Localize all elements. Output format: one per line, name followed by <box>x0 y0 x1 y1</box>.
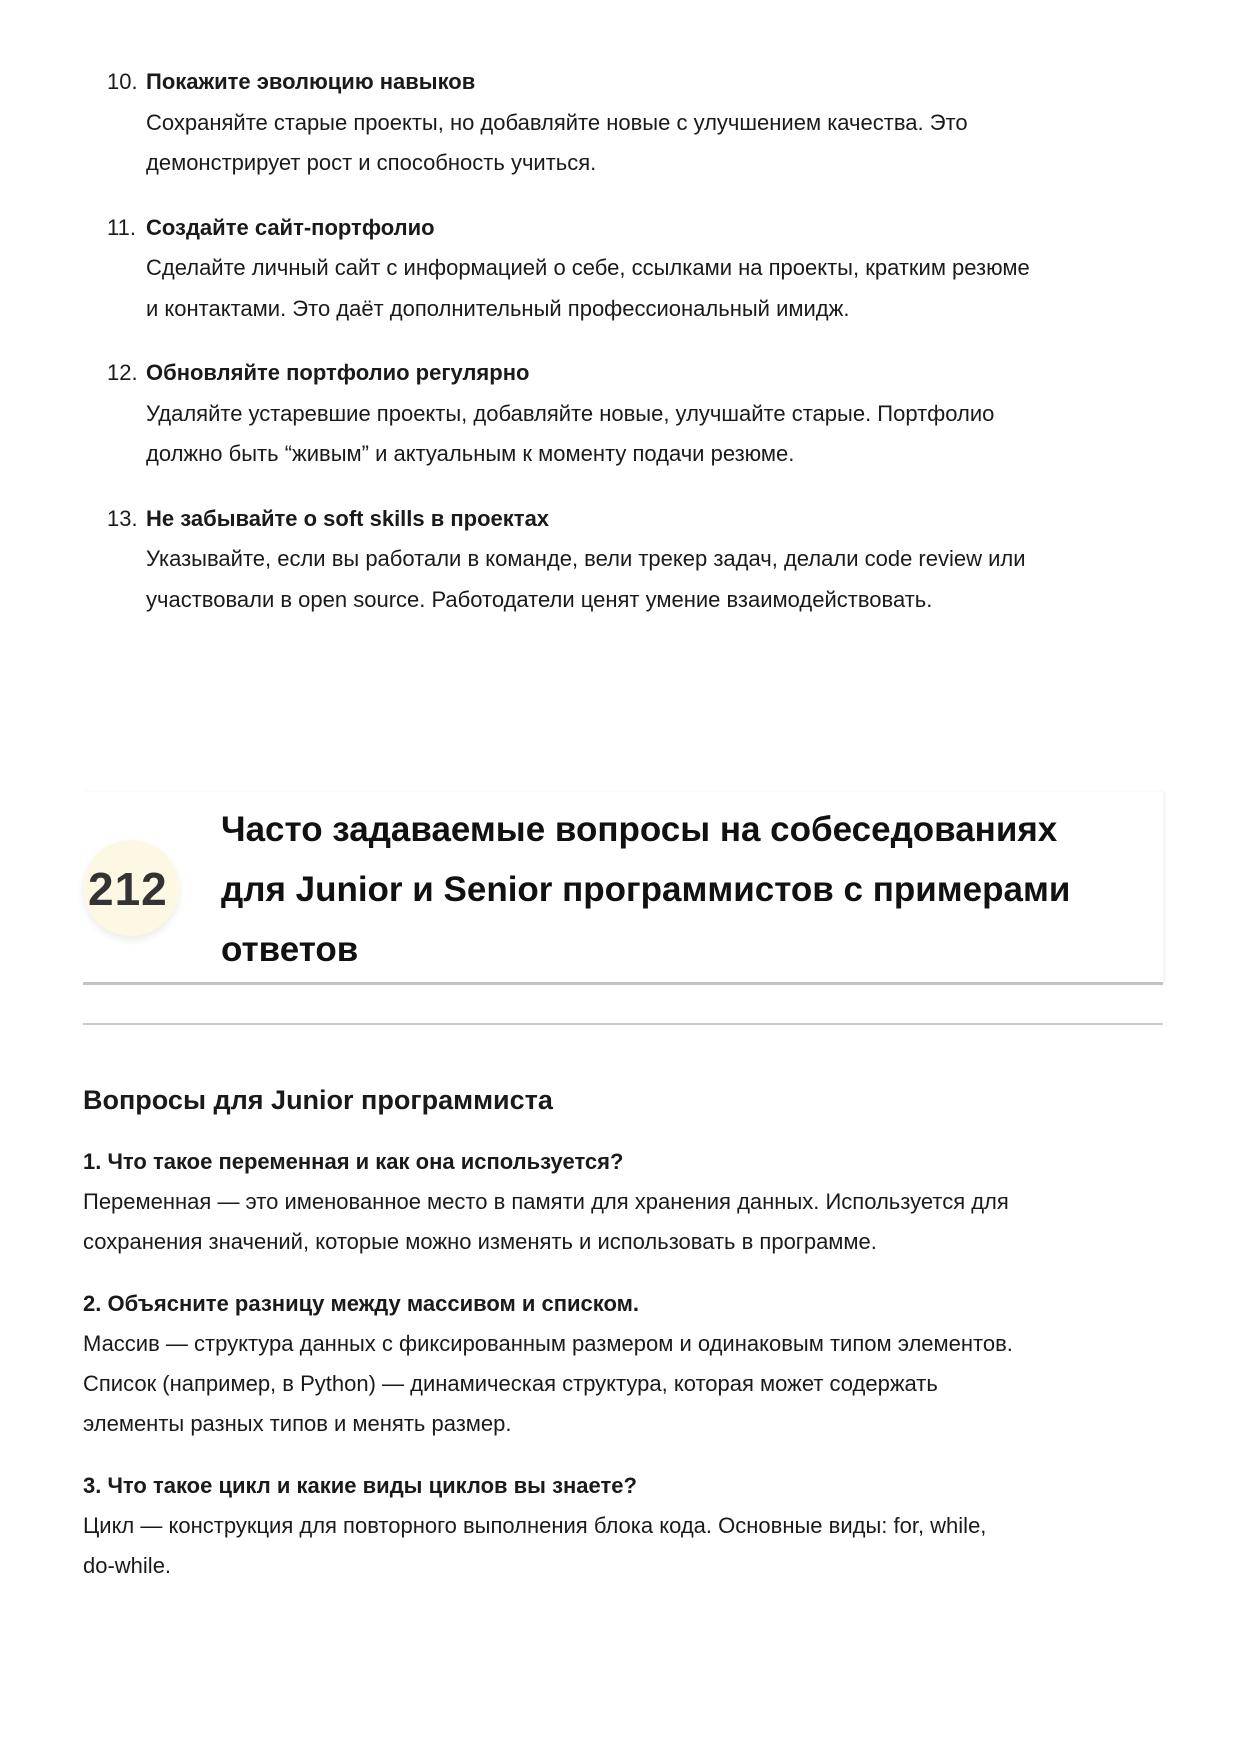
item-text: и контактами. Это даёт дополнительный профессиональный имидж. <box>146 295 850 321</box>
list-item <box>107 208 1167 330</box>
item-title: Обновляйте портфолио регулярно <box>146 360 530 385</box>
item-number: 10. <box>107 69 138 94</box>
answer-text: Переменная — это именованное место в памяти для хранения данных. Используется для <box>83 1189 1009 1214</box>
item-number: 13. <box>107 505 138 531</box>
section-heading: Вопросы для Junior программиста <box>83 1085 553 1115</box>
item-text: Сделайте личный сайт с информацией о себе, ссылками на проекты, кратким резюме <box>146 255 1030 280</box>
chapter-title-line: для Junior и Senior программистов с примерами <box>221 870 1071 909</box>
list-item <box>107 62 1167 184</box>
item-text: Указывайте, если вы работали в команде, вели трекер задач, делали code review или <box>146 546 1026 571</box>
answer-text: элементы разных типов и менять размер. <box>83 1411 512 1436</box>
item-title: Покажите эволюцию навыков <box>146 69 476 94</box>
chapter-number: 212 <box>88 863 168 915</box>
answer-text: Список (например, в Python) — динамическая структура, которая может содержать <box>83 1371 938 1396</box>
tips-list <box>107 62 1167 644</box>
chapter-title-line: ответов <box>221 930 359 969</box>
item-text: демонстрирует рост и способность учиться. <box>146 150 597 175</box>
chapter-number-badge <box>83 840 179 936</box>
question-item <box>83 1142 1173 1262</box>
question-item <box>83 1466 1173 1586</box>
item-text: Сохраняйте старые проекты, но добавляйте новые с улучшением качества. Это <box>146 109 968 135</box>
list-item <box>107 353 1167 475</box>
chapter-header <box>83 792 1163 985</box>
question-item <box>83 1284 1173 1444</box>
answer-text: сохранения значений, которые можно изменять и использовать в программе. <box>83 1229 877 1254</box>
junior-questions-section <box>83 1082 1173 1608</box>
item-text: Удаляйте устаревшие проекты, добавляйте новые, улучшайте старые. Портфолио <box>146 400 995 426</box>
item-title: Создайте сайт-портфолио <box>146 214 435 240</box>
item-title: Не забывайте о soft skills в проектах <box>146 505 550 531</box>
question-title: 3. Что такое цикл и какие виды циклов вы знаете? <box>83 1473 637 1498</box>
chapter-title <box>221 800 1070 980</box>
chapter-title-line: Часто задаваемые вопросы на собеседованиях <box>221 810 1058 849</box>
answer-text: do-while. <box>83 1553 172 1578</box>
item-text: участвовали в open source. Работодатели ценят умение взаимодействовать. <box>146 586 933 612</box>
answer-text: Цикл — конструкция для повторного выполнения блока кода. Основные виды: for, while, <box>83 1513 987 1538</box>
item-text: должно быть “живым” и актуальным к моменту подачи резюме. <box>146 441 795 466</box>
question-title: 2. Объясните разницу между массивом и списком. <box>83 1291 640 1316</box>
divider <box>83 1023 1163 1025</box>
list-item <box>107 499 1167 621</box>
item-number: 11. <box>107 214 136 240</box>
question-title: 1. Что такое переменная и как она используется? <box>83 1149 624 1174</box>
item-number: 12. <box>107 360 138 385</box>
answer-text: Массив — структура данных с фиксированным размером и одинаковым типом элементов. <box>83 1331 1013 1356</box>
